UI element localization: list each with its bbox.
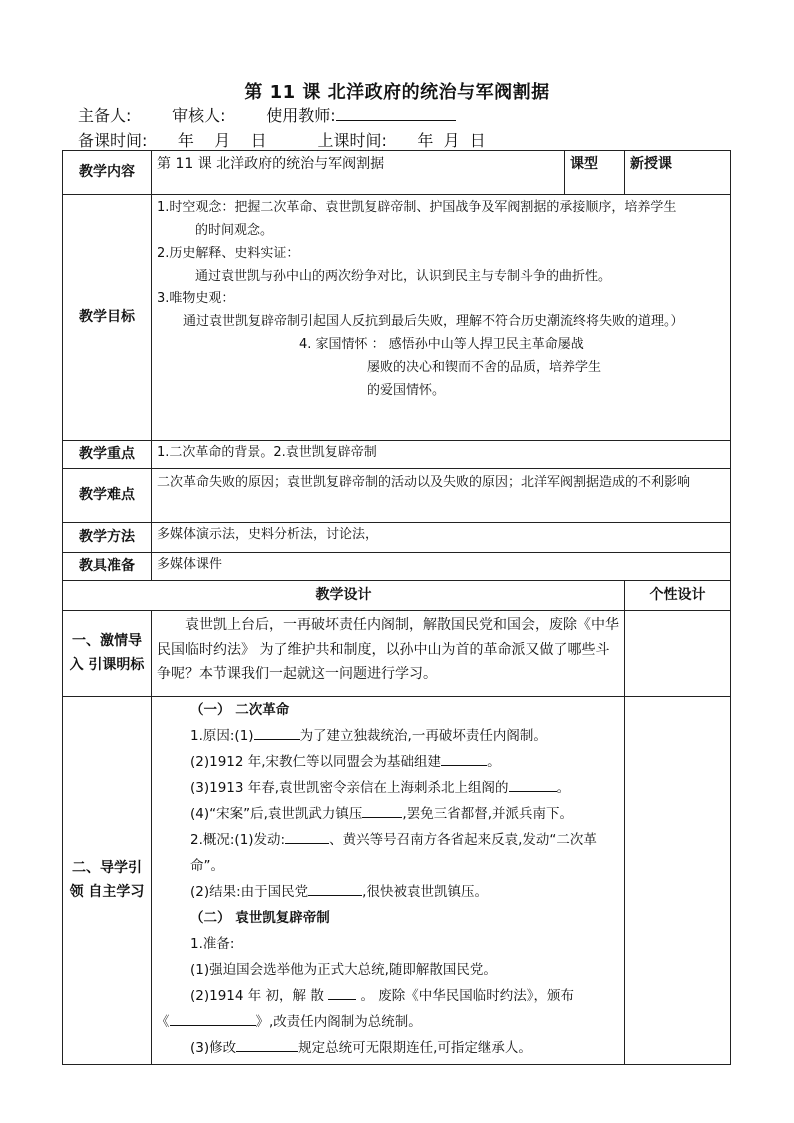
goal-line: 屡败的决心和锲而不舍的品质，培养学生 [367, 359, 602, 375]
fill-line: 2.概况:(1)发动: 、黄兴等号召南方各省起来反袁,发动“二次革命”。 [190, 832, 597, 874]
fill-line: (3)修改 规定总统可无限期连任,可指定继承人。 [190, 1040, 532, 1056]
lesson-type-value: 新授课 [625, 151, 731, 195]
fill-line: 1.原因:(1) 为了建立独裁统治,一再破坏责任内阁制。 [190, 728, 547, 744]
key-points-label: 教学重点 [63, 441, 152, 469]
class-date: 年 月 日 [417, 131, 486, 150]
content-value: 第 11 课 北洋政府的统治与军阀割据 [152, 151, 565, 195]
difficulties-label: 教学难点 [63, 469, 152, 523]
methods-value: 多媒体演示法，史料分析法，讨论法， [152, 523, 731, 553]
answer-blank[interactable] [362, 805, 402, 818]
goal-line: 的爱国情怀。 [367, 382, 446, 398]
section-heading: （二） 袁世凯复辟帝制 [190, 910, 330, 926]
key-points-value: 1.二次革命的背景。2.袁世凯复辟帝制 [152, 441, 731, 469]
prep-time-label: 备课时间: [78, 131, 148, 150]
fill-line: (1)强迫国会选举他为正式大总统,随即解散国民党。 [190, 962, 497, 978]
key-points-row [63, 441, 731, 469]
content-row [63, 151, 731, 195]
goals-label: 教学目标 [63, 195, 152, 441]
goals-content [152, 195, 731, 441]
fill-line: (2)结果:由于国民党 ,很快被袁世凯镇压。 [190, 884, 488, 900]
goal-line: 通过袁世凯复辟帝制引起国人反抗到最后失败，理解不符合历史潮流终将失败的道理。） [183, 314, 684, 330]
intro-personal-cell [625, 611, 731, 697]
answer-blank[interactable] [170, 1013, 256, 1026]
content-label: 教学内容 [63, 151, 152, 195]
fill-line: (2)1914 年 初，解 散 。 废除《中华民国临时约法》，颁布 [190, 988, 574, 1004]
header-row-staff [78, 103, 456, 126]
self-study-content [152, 697, 625, 1065]
goals-row [63, 195, 731, 441]
fill-line: (2)1912 年,宋教仁等以同盟会为基础组建 。 [190, 754, 501, 770]
answer-blank[interactable] [441, 753, 487, 766]
preparer-label: 主备人: [78, 106, 132, 125]
section-heading: （一） 二次革命 [190, 702, 290, 718]
answer-blank[interactable] [236, 1039, 298, 1052]
header-row-time [78, 128, 486, 151]
answer-blank[interactable] [254, 727, 300, 740]
lesson-type-label: 课型 [565, 151, 625, 195]
goal-line: 2.历史解释、史料实证： [157, 245, 300, 261]
goal-line: 4. 家国情怀 ： 感悟孙中山等人捍卫民主革命屡战 [299, 337, 584, 353]
methods-label: 教学方法 [63, 523, 152, 553]
lesson-plan-table [62, 150, 731, 1065]
fill-line: 1.准备: [190, 936, 235, 952]
intro-row [63, 611, 731, 697]
personal-design-header: 个性设计 [625, 581, 731, 611]
design-header: 教学设计 [63, 581, 625, 611]
self-study-row [63, 697, 731, 1065]
fill-line: (3)1913 年春,袁世凯密令亲信在上海刺杀北上组阁的 。 [190, 780, 571, 796]
page-title: 第 11 课 北洋政府的统治与军阀割据 [244, 82, 550, 103]
self-study-personal-cell [625, 697, 731, 1065]
self-study-label: 二、导学引领 自主学习 [63, 697, 152, 1065]
intro-label: 一、激情导入 引课明标 [63, 611, 152, 697]
goal-line: 3.唯物史观： [157, 291, 235, 307]
goal-line: 通过袁世凯与孙中山的两次纷争对比，认识到民主与专制斗争的曲折性。 [195, 268, 612, 284]
answer-blank[interactable] [308, 883, 362, 896]
answer-blank[interactable] [509, 779, 557, 792]
difficulties-row [63, 469, 731, 523]
fill-line: (4)“宋案”后,袁世凯武力镇压 ,罢免三省都督,并派兵南下。 [190, 806, 573, 822]
teacher-blank [336, 106, 456, 121]
goal-line: 的时间观念。 [195, 222, 274, 238]
tools-label: 教具准备 [63, 553, 152, 581]
fill-line: 《 》,改责任内阁制为总统制。 [156, 1014, 422, 1030]
difficulties-value: 二次革命失败的原因；袁世凯复辟帝制的活动以及失败的原因；北洋军阀割据造成的不利影响 [152, 469, 731, 523]
tools-row [63, 553, 731, 581]
prep-date: 年 月 日 [177, 131, 267, 150]
intro-text: 袁世凯上台后，一再破坏责任内阁制，解散国民党和国会，废除《中华民国临时约法》 为了维护共和制度，以孙中山为首的革命派又做了哪些斗争呢？本节课我们一起就这一问题进行学习。 [152, 611, 625, 697]
teacher-label: 使用教师: [266, 106, 336, 125]
answer-blank[interactable] [328, 987, 356, 1000]
design-header-row [63, 581, 731, 611]
class-time-label: 上课时间: [317, 131, 387, 150]
goal-line: 1.时空观念：把握二次革命、袁世凯复辟帝制、护国战争及军阀割据的承接顺序，培养学生 [157, 200, 677, 215]
methods-row [63, 523, 731, 553]
tools-value: 多媒体课件 [152, 553, 731, 581]
reviewer-label: 审核人: [172, 106, 226, 125]
answer-blank[interactable] [285, 831, 329, 844]
